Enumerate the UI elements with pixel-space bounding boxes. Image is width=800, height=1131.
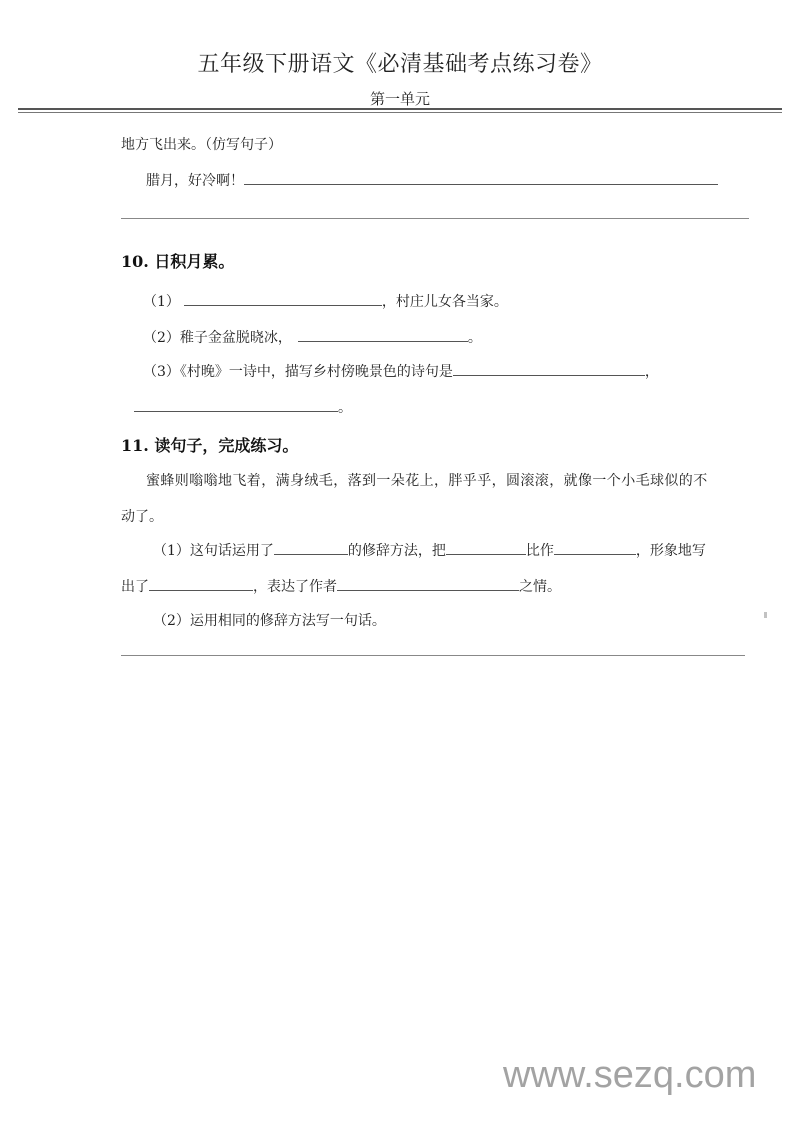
unit-subtitle: 第一单元 [369,90,430,108]
q9-prompt: 腊月，好冷啊！ [146,173,244,189]
q10-item-3-line-2 [134,397,352,417]
q9-answer-blank[interactable] [244,170,718,185]
q10-item-3-before: 《村晚》一诗中，描写乡村傍晚景色的诗句是 [179,364,453,380]
q10-item-3 [143,361,659,381]
q10-item-2-blank[interactable] [298,327,468,342]
scan-speck [764,612,767,618]
q11-sub1-text-7: 之情。 [519,579,561,595]
header-rule-thin [18,112,782,113]
q11-sub1-text-3: 比作 [525,543,554,559]
q11-sub2-prompt: （2）运用相同的修辞方法写一句话。 [153,613,386,629]
q10-item-2 [143,327,482,347]
q11-sub1-text-2: 的修辞方法，把 [347,543,446,559]
q10-item-1-after: ，村庄儿女各当家。 [381,294,508,310]
q11-sub1-line-2 [121,576,561,596]
q9-answer-line-2[interactable] [121,218,749,219]
q10-item-1 [143,291,508,311]
q9-imitation-row [146,170,718,190]
q11-sub1-text-4: ，形象地写 [635,543,706,559]
q9-continuation-text: 地方飞出来。（仿写句子） [121,137,282,153]
watermark: www.sezq.com [503,1054,757,1096]
q11-sub1-text-5: 出了 [121,579,149,595]
q10-item-3-after: ， [644,364,659,380]
q11-sub1-text-1: （1）这句话运用了 [153,543,274,559]
q11-object-blank[interactable] [446,540,526,555]
q10-heading: 10. 日积月累。 [121,252,235,271]
q11-sub1-line-1 [153,540,706,560]
q11-described-blank[interactable] [149,576,253,591]
q10-item-2-after: 。 [467,330,482,346]
q10-item-3-number: （3） [143,364,180,380]
q10-item-1-blank[interactable] [184,291,382,306]
q11-heading: 11. 读句子，完成练习。 [121,436,299,455]
q10-item-2-number: （2） [143,330,180,346]
q10-item-1-number: （1） [143,294,180,310]
q11-passage-line-2: 动了。 [121,509,163,525]
q11-rhetoric-blank[interactable] [274,540,348,555]
q11-passage-line-1: 蜜蜂则嗡嗡地飞着，满身绒毛，落到一朵花上，胖乎乎，圆滚滚，就像一个小毛球似的不 [146,473,708,489]
q11-sub1-text-6: ，表达了作者 [253,579,337,595]
q10-item-3-blank-1[interactable] [453,361,645,376]
q10-item-3-blank-2[interactable] [134,397,338,412]
q10-item-2-before: 稚子金盆脱晓冰， [179,330,292,346]
q11-feeling-blank[interactable] [337,576,519,591]
header-rule-thick [18,108,782,110]
q11-compared-to-blank[interactable] [554,540,636,555]
q10-item-3-line2-after: 。 [338,400,352,416]
q11-sub2-answer-line[interactable] [121,655,745,656]
document-title: 五年级下册语文《必清基础考点练习卷》 [197,52,603,77]
